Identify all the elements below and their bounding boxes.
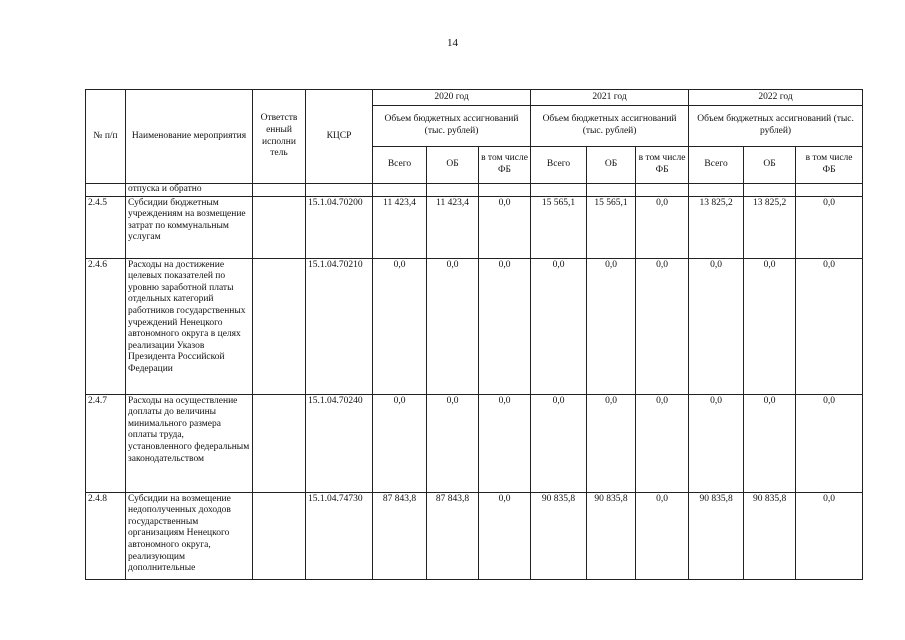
cell-ob-2020: 0,0 [427,394,479,492]
table-row [86,258,863,394]
header-ob-2022: ОБ [744,147,796,184]
header-year-2020: 2020 год [373,90,531,106]
header-responsible: Ответств енный исполни тель [253,90,306,184]
row-responsible [253,394,306,492]
cell-fb-2020: 0,0 [479,394,531,492]
cell-ob-2020: 11 423,4 [427,196,479,258]
cell-ob-2022: 0,0 [744,258,796,394]
row-name: Расходы на достижение целевых показателей по уровню заработной платы отдельных категорий работников государственных учреждений Ненецкого автономного округа в целях реализации Указов Президента Российской Федерации [126,258,253,394]
header-num: № п/п [86,90,126,184]
cell-fb-2020: 0,0 [479,196,531,258]
header-year-2022: 2022 год [689,90,863,106]
row-kcsr: 15.1.04.70240 [306,394,373,492]
cell-ob-2022: 13 825,2 [744,196,796,258]
header-volume-2022: Объем бюджетных ассигнований (тыс. рублей) [689,106,863,147]
cell-ob-2022: 90 835,8 [744,492,796,579]
table-row [86,196,863,258]
table-row [86,394,863,492]
cell-fb-2021: 0,0 [636,258,689,394]
cell-fb-2022: 0,0 [796,258,863,394]
table-row [86,492,863,579]
cell-fb-2021: 0,0 [636,196,689,258]
cell-ob-2021: 90 835,8 [587,492,636,579]
row-name: Субсидии бюджетным учреждениям на возмещение затрат по коммунальным услугам [126,196,253,258]
cell-fb-2022: 0,0 [796,394,863,492]
cell-total-2020: 87 843,8 [373,492,427,579]
cell-total-2022: 0,0 [689,258,744,394]
cell-fb-2020: 0,0 [479,258,531,394]
cell-total-2021: 90 835,8 [531,492,587,579]
cell-fb-2020: 0,0 [479,492,531,579]
cell-total-2022: 0,0 [689,394,744,492]
row-num: 2.4.8 [86,492,126,579]
cell-ob-2022: 0,0 [744,394,796,492]
header-kcsr: КЦСР [306,90,373,184]
row-responsible [253,196,306,258]
row-kcsr: 15.1.04.70200 [306,196,373,258]
cell-ob-2021: 0,0 [587,258,636,394]
header-total-2022: Всего [689,147,744,184]
cell-total-2021: 0,0 [531,394,587,492]
row-num: 2.4.6 [86,258,126,394]
row-responsible [253,492,306,579]
row-name: Расходы на осуществление доплаты до величины минимального размера оплаты труда, установленного федеральным законодательством [126,394,253,492]
header-total-2021: Всего [531,147,587,184]
continuation-row [86,184,863,197]
header-fb-2021: в том числе ФБ [636,147,689,184]
budget-table [85,89,863,580]
cell-fb-2021: 0,0 [636,394,689,492]
header-ob-2021: ОБ [587,147,636,184]
row-kcsr: 15.1.04.70210 [306,258,373,394]
page-number: 14 [447,37,458,49]
header-total-2020: Всего [373,147,427,184]
cell-ob-2021: 0,0 [587,394,636,492]
header-volume-2021: Объем бюджетных ассигнований (тыс. рублей) [531,106,689,147]
row-num: 2.4.5 [86,196,126,258]
cell-total-2021: 0,0 [531,258,587,394]
cell-ob-2020: 0,0 [427,258,479,394]
row-num: 2.4.7 [86,394,126,492]
cell-total-2022: 13 825,2 [689,196,744,258]
header-fb-2022: в том числе ФБ [796,147,863,184]
cell-fb-2021: 0,0 [636,492,689,579]
cell-total-2022: 90 835,8 [689,492,744,579]
cell-fb-2022: 0,0 [796,492,863,579]
cell-total-2020: 0,0 [373,258,427,394]
header-name: Наименование мероприятия [126,90,253,184]
header-year-2021: 2021 год [531,90,689,106]
cell-total-2020: 0,0 [373,394,427,492]
header-ob-2020: ОБ [427,147,479,184]
cell-ob-2021: 15 565,1 [587,196,636,258]
cell-total-2021: 15 565,1 [531,196,587,258]
row-responsible [253,258,306,394]
header-fb-2020: в том числе ФБ [479,147,531,184]
cell-fb-2022: 0,0 [796,196,863,258]
continuation-text: отпуска и обратно [126,184,253,197]
row-kcsr: 15.1.04.74730 [306,492,373,579]
row-name: Субсидии на возмещение недополученных доходов государственным организациям Ненецкого автономного округа, реализующим дополнительные [126,492,253,579]
header-volume-2020: Объем бюджетных ассигнований (тыс. рублей) [373,106,531,147]
cell-total-2020: 11 423,4 [373,196,427,258]
cell-ob-2020: 87 843,8 [427,492,479,579]
